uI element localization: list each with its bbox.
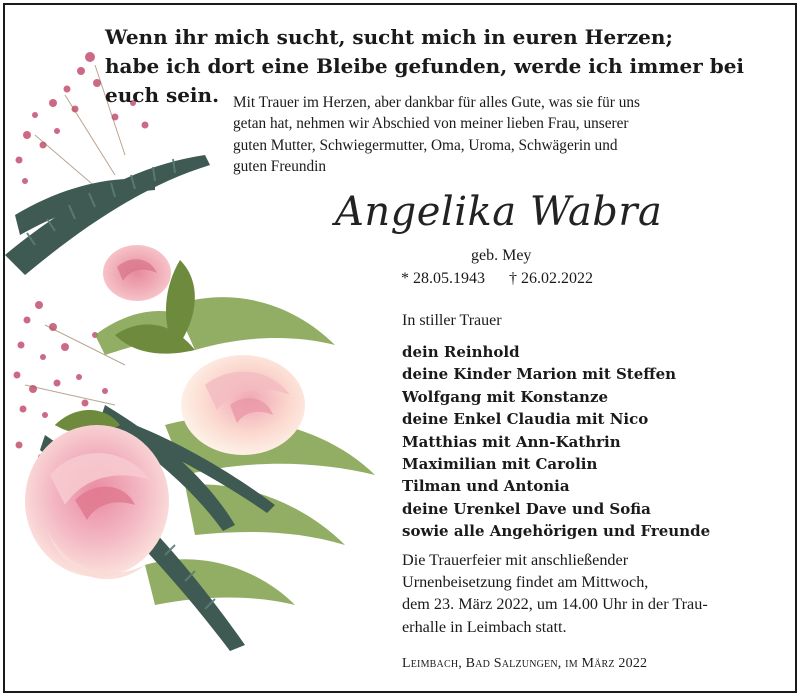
mourners-list [402, 341, 782, 543]
service-line: Die Trauerfeier mit anschließender [402, 551, 629, 569]
service-line: Urnenbeisetzung findet am Mittwoch, [402, 573, 649, 592]
birth-date: * 28.05.1943 [401, 270, 485, 287]
birth-name: geb. Mey [471, 247, 532, 264]
mourning-label: In stiller Trauer [402, 312, 502, 329]
intro-line: getan hat, nehmen wir Abschied von meiner lieben Frau, unserer [233, 115, 629, 133]
intro-line: guten Mutter, Schwiegermutter, Oma, Uroma, Schwägerin und [233, 136, 618, 154]
place-and-date: Leimbach, Bad Salzungen, im März 2022 [402, 656, 648, 671]
mourner-line: dein Reinhold [402, 343, 520, 361]
death-date: † 26.02.2022 [509, 270, 593, 287]
quote-line: Wenn ihr mich sucht, sucht mich in euren Herzen; [105, 25, 673, 49]
funeral-service-info [402, 549, 787, 638]
mourner-line: deine Kinder Marion mit Steffen [402, 365, 677, 384]
mourner-line: sowie alle Angehörigen und Freunde [402, 522, 711, 541]
life-dates [401, 268, 761, 290]
quote-line: habe ich dort eine Bleibe gefunden, werde ich immer bei euch sein. [105, 54, 745, 107]
service-line: dem 23. März 2022, um 14.00 Uhr in der Trau- [402, 595, 708, 614]
mourner-line: deine Enkel Claudia mit Nico [402, 410, 649, 429]
intro-text [233, 92, 783, 178]
intro-line: Mit Trauer im Herzen, aber dankbar für alles Gute, was sie für uns [233, 94, 640, 111]
mourner-line: Tilman und Antonia [402, 477, 570, 496]
mourner-line: Maximilian mit Carolin [402, 455, 598, 474]
mourner-line: deine Urenkel Dave und Sofia [402, 499, 651, 518]
service-line: erhalle in Leimbach statt. [402, 617, 567, 636]
obituary-frame [3, 3, 797, 693]
mourner-line: Wolfgang mit Konstanze [402, 387, 609, 406]
deceased-name: Angelika Wabra [335, 189, 663, 235]
intro-line: guten Freundin [233, 158, 327, 176]
mourner-line: Matthias mit Ann-Kathrin [402, 432, 621, 451]
